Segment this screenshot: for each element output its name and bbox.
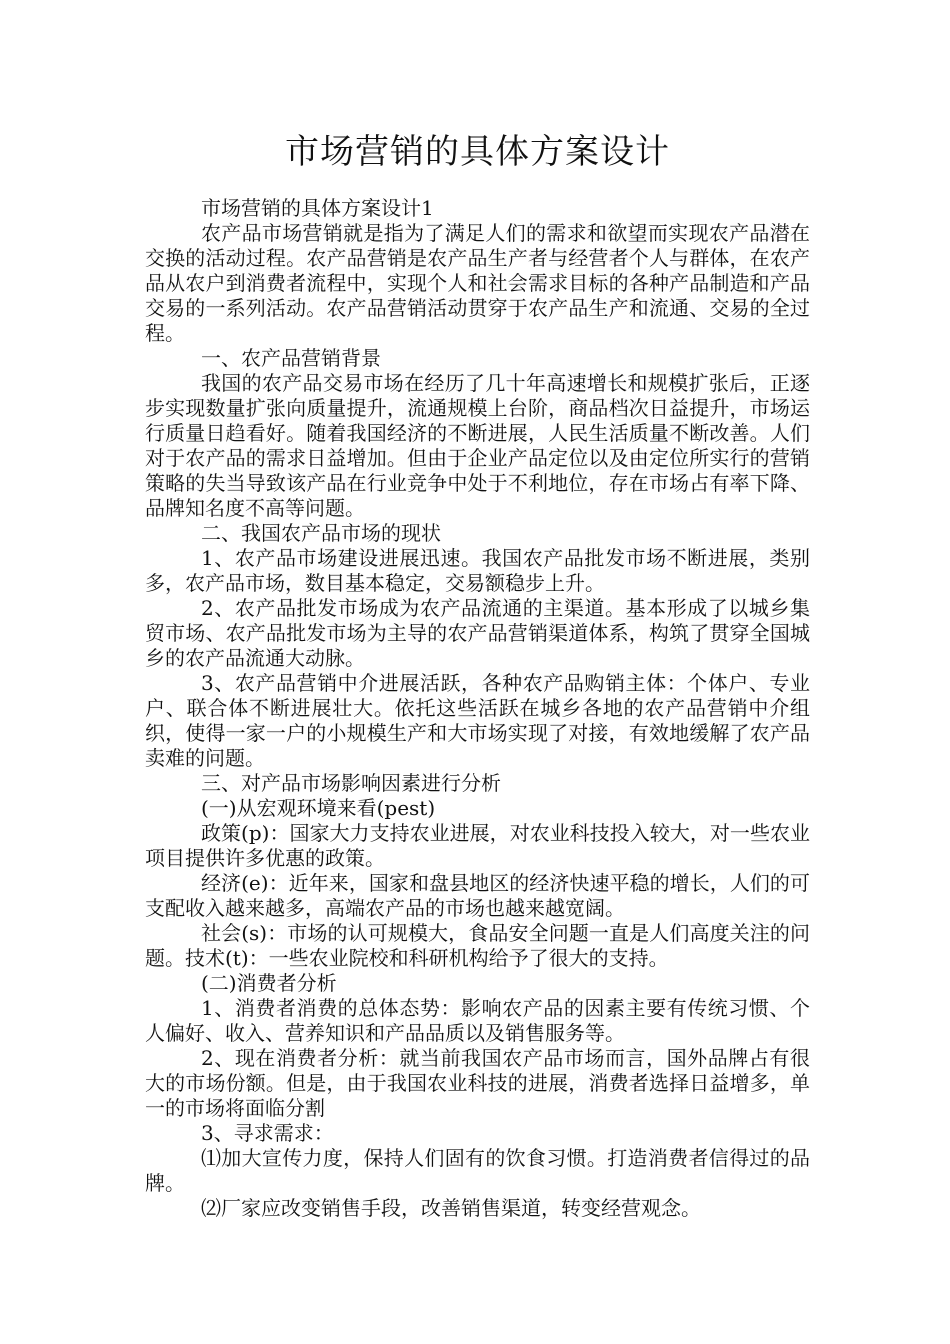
- subsection-heading-pest: (一)从宏观环境来看(pest): [201, 796, 436, 820]
- subsection-heading-consumer: (二)消费者分析: [201, 971, 337, 995]
- paragraph-status-1: 1、农产品市场建设进展迅速。我国农产品批发市场不断进展，类别多，农产品市场，数目基本稳定，交易额稳步上升。: [145, 546, 810, 595]
- paragraph-consumer-3: 3、寻求需求：: [201, 1121, 334, 1145]
- section-heading-background: 一、农产品营销背景: [201, 346, 381, 370]
- paragraph-background: 我国的农产品交易市场在经历了几十年高速增长和规模扩张后，正逐步实现数量扩张向质量提升，流通规模上台阶，商品档次日益提升，市场运行质量日趋看好。随着我国经济的不断进展，人民生活质量不断改善。人们对于农产品的需求日益增加。但由于企业产品定位以及由定位所实行的营销策略的失当导致该产品在行业竞争中处于不利地位，存在市场占有率下降、品牌知名度不高等问题。: [145, 371, 810, 520]
- document-title: 市场营销的具体方案设计: [285, 132, 670, 172]
- section-heading-factors: 三、对产品市场影响因素进行分析: [201, 771, 501, 795]
- paragraph-status-2: 2、农产品批发市场成为农产品流通的主渠道。基本形成了以城乡集贸市场、农产品批发市场为主导的农产品营销渠道体系，构筑了贯穿全国城乡的农产品流通大动脉。: [145, 596, 810, 670]
- paragraph-consumer-2: 2、现在消费者分析：就当前我国农产品市场而言，国外品牌占有很大的市场份额。但是，由于我国农业科技的进展，消费者选择日益增多，单一的市场将面临分割: [145, 1046, 810, 1120]
- paragraph-status-3: 3、农产品营销中介进展活跃，各种农产品购销主体：个体户、专业户、联合体不断进展壮大。依托这些活跃在城乡各地的农产品营销中介组织，使得一家一户的小规模生产和大市场实现了对接，有效地缓解了农产品卖难的问题。: [145, 671, 810, 770]
- paragraph-society-technology: 社会(s)：市场的认可规模大，食品安全问题一直是人们高度关注的问题。技术(t)：一些农业院校和科研机构给予了很大的支持。: [145, 921, 810, 970]
- list-item-demand-2: ⑵厂家应改变销售手段，改善销售渠道，转变经营观念。: [201, 1196, 701, 1220]
- document-page: [145, 128, 810, 1221]
- paragraph-consumer-1: 1、消费者消费的总体态势：影响农产品的因素主要有传统习惯、个人偏好、收入、营养知识和产品品质以及销售服务等。: [145, 996, 810, 1045]
- paragraph-heading-plan-1: 市场营销的具体方案设计1: [201, 196, 434, 220]
- paragraph-policy: 政策(p)：国家大力支持农业进展，对农业科技投入较大，对一些农业项目提供许多优惠的政策。: [145, 821, 810, 870]
- paragraph-intro: 农产品市场营销就是指为了满足人们的需求和欲望而实现农产品潜在交换的活动过程。农产品营销是农产品生产者与经营者个人与群体，在农产品从农户到消费者流程中，实现个人和社会需求目标的各种产品制造和产品交易的一系列活动。农产品营销活动贯穿于农产品生产和流通、交易的全过程。: [145, 221, 810, 345]
- section-heading-status: 二、我国农产品市场的现状: [201, 521, 441, 545]
- list-item-demand-1: ⑴加大宣传力度，保持人们固有的饮食习惯。打造消费者信得过的品牌。: [145, 1146, 810, 1195]
- paragraph-economy: 经济(e)：近年来，国家和盘县地区的经济快速平稳的增长，人们的可支配收入越来越多，高端农产品的市场也越来越宽阔。: [145, 871, 810, 920]
